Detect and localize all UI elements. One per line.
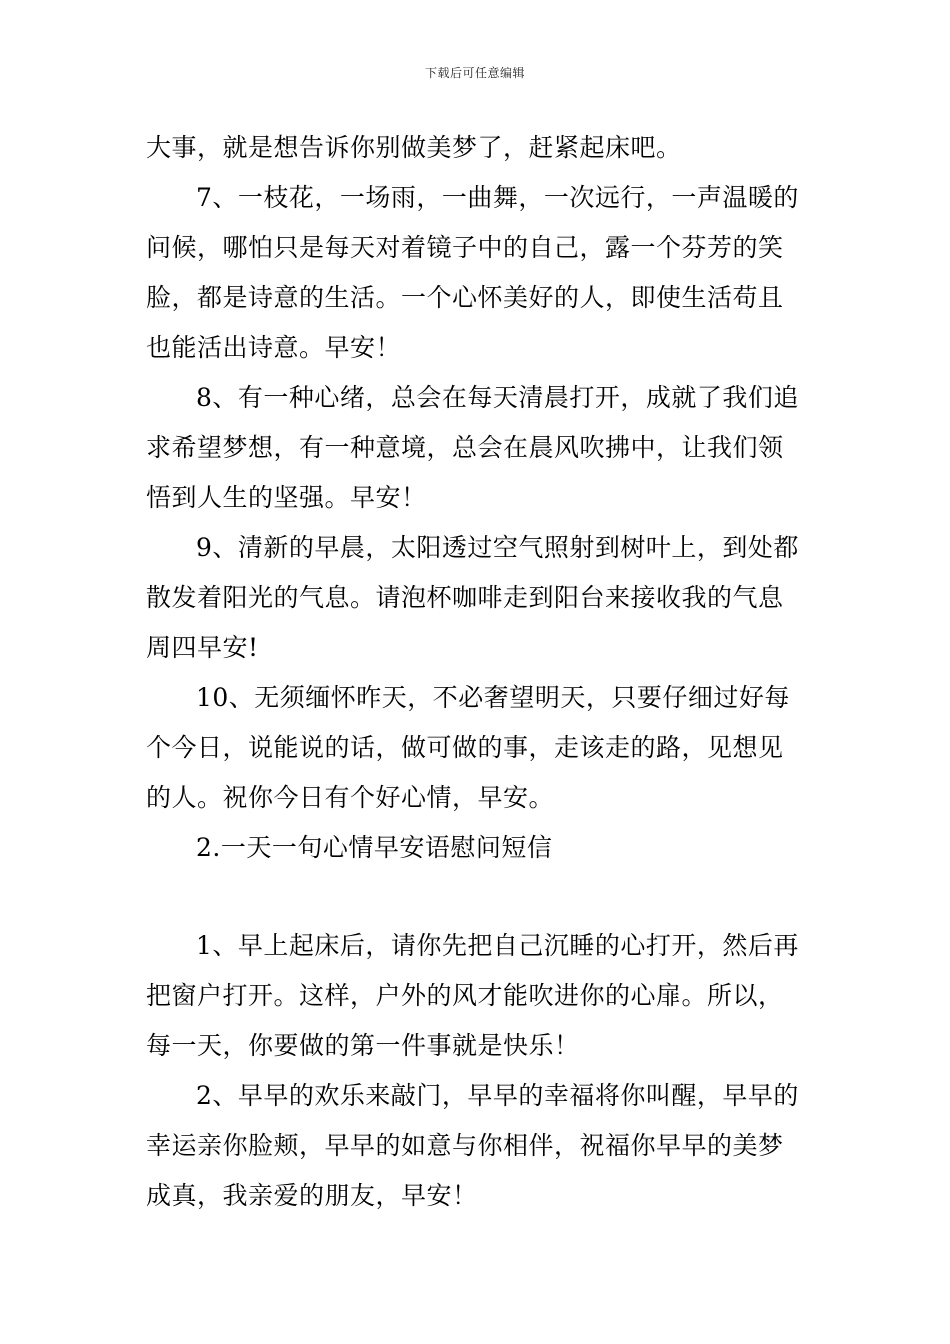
section-heading: 2.一天一句心情早安语慰问短信 xyxy=(196,833,553,862)
body-line: 周四早安! xyxy=(146,633,259,662)
page-header: 下载后可任意编辑 xyxy=(424,66,525,80)
body-line: 10、无须缅怀昨天，不必奢望明天，只要仔细过好每 xyxy=(196,683,790,712)
body-line: 求希望梦想，有一种意境，总会在晨风吹拂中，让我们领 xyxy=(146,433,784,462)
body-line: 的人。祝你今日有个好心情，早安。 xyxy=(146,783,555,812)
body-line: 脸，都是诗意的生活。一个心怀美好的人，即使生活苟且 xyxy=(146,283,784,312)
body-line: 大事，就是想告诉你别做美梦了，赶紧起床吧。 xyxy=(146,133,682,162)
body-line: 也能活出诗意。早安！ xyxy=(146,333,402,362)
body-line: 每一天，你要做的第一件事就是快乐！ xyxy=(146,1031,580,1060)
body-line: 悟到人生的坚强。早安！ xyxy=(146,483,427,512)
body-line: 9、清新的早晨，太阳透过空气照射到树叶上，到处都 xyxy=(196,533,799,562)
body-line: 个今日，说能说的话，做可做的事，走该走的路，见想见 xyxy=(146,733,784,762)
body-line: 幸运亲你脸颊，早早的如意与你相伴，祝福你早早的美梦 xyxy=(146,1131,784,1160)
body-line: 2、早早的欢乐来敲门，早早的幸福将你叫醒，早早的 xyxy=(196,1081,799,1110)
body-line: 成真，我亲爱的朋友，早安！ xyxy=(146,1181,478,1210)
body-line: 散发着阳光的气息。请泡杯咖啡走到阳台来接收我的气息 xyxy=(146,583,784,612)
body-line: 8、有一种心绪，总会在每天清晨打开，成就了我们追 xyxy=(196,383,799,412)
body-line: 把窗户打开。这样，户外的风才能吹进你的心扉。所以， xyxy=(146,981,784,1010)
body-line: 1、早上起床后，请你先把自己沉睡的心打开，然后再 xyxy=(196,931,799,960)
body-line: 问候，哪怕只是每天对着镜子中的自己，露一个芬芳的笑 xyxy=(146,233,784,262)
body-line: 7、一枝花，一场雨，一曲舞，一次远行，一声温暖的 xyxy=(196,183,799,212)
